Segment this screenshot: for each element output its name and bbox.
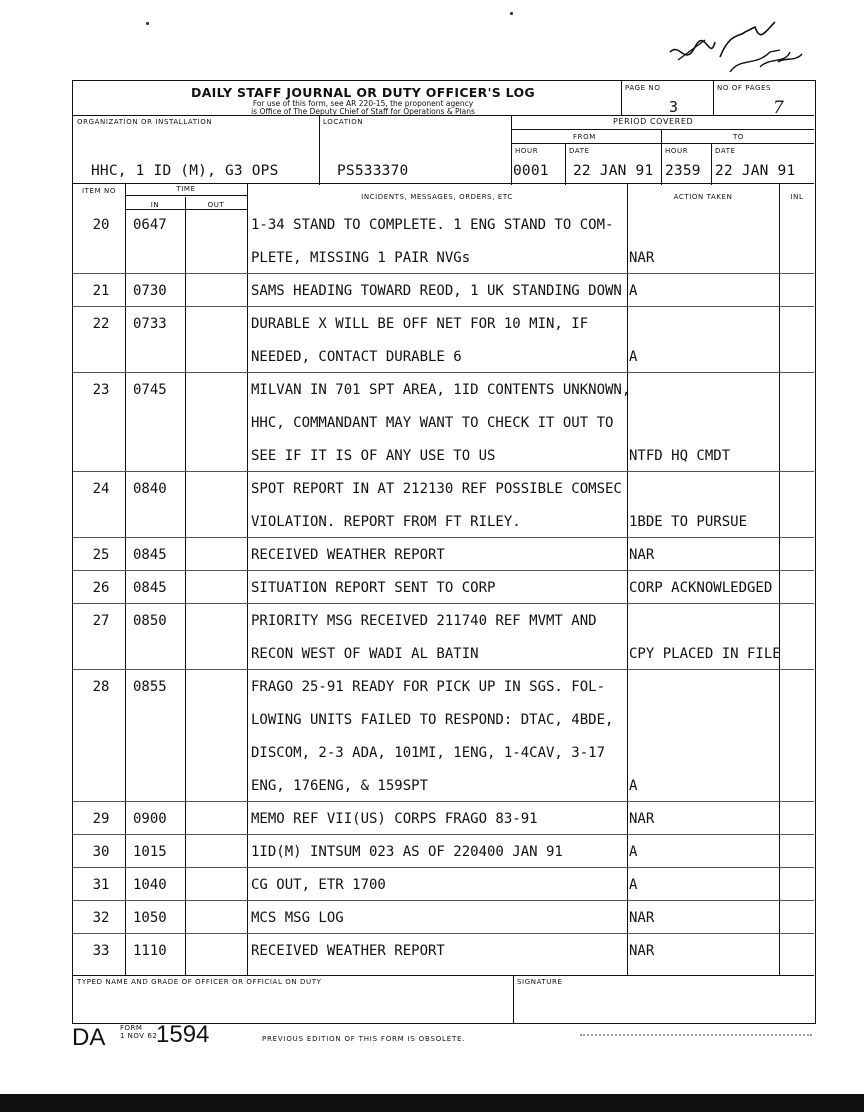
row-separator: [73, 537, 814, 538]
row-item-no: 20: [92, 217, 110, 233]
row-action-taken: NAR: [629, 250, 655, 266]
row-incident-text: MCS MSG LOG: [251, 910, 344, 926]
col-item-no: ITEM NO: [82, 187, 116, 195]
row-separator: [73, 273, 814, 274]
row-action-taken: A: [629, 844, 638, 860]
from-hour-value: 0001: [513, 163, 549, 179]
col-incidents: INCIDENTS, MESSAGES, ORDERS, ETC: [361, 193, 513, 201]
row-action-taken: A: [629, 283, 638, 299]
row-incident-text: NEEDED, CONTACT DURABLE 6: [251, 349, 462, 365]
from-date-value: 22 JAN 91: [573, 163, 654, 179]
row-item-no: 22: [92, 316, 110, 332]
row-item-no: 24: [92, 481, 110, 497]
row-action-taken: NAR: [629, 910, 655, 926]
row-action-taken: NAR: [629, 811, 655, 827]
row-action-taken: A: [629, 349, 638, 365]
col-initials: INL: [790, 193, 804, 201]
row-action-taken: CPY PLACED IN FILE: [629, 646, 781, 662]
row-incident-text: SPOT REPORT IN AT 212130 REF POSSIBLE COMSEC: [251, 481, 622, 497]
row-time-in: 0745: [133, 382, 167, 398]
row-incident-text: FRAGO 25-91 READY FOR PICK UP IN SGS. FOL-: [251, 679, 606, 695]
col-time-in: IN: [150, 201, 160, 209]
row-action-taken: CORP ACKNOWLEDGED: [629, 580, 773, 596]
to-date-label: DATE: [715, 147, 736, 155]
row-time-in: 0845: [133, 580, 167, 596]
row-time-in: 1110: [133, 943, 167, 959]
scan-border: [0, 1094, 864, 1112]
row-action-taken: 1BDE TO PURSUE: [629, 514, 748, 530]
form-label: [120, 1024, 157, 1040]
row-separator: [73, 471, 814, 472]
row-item-no: 30: [92, 844, 110, 860]
row-item-no: 33: [92, 943, 110, 959]
row-separator: [73, 834, 814, 835]
to-hour-label: HOUR: [665, 147, 689, 155]
row-incident-text: RECON WEST OF WADI AL BATIN: [251, 646, 479, 662]
row-time-in: 0647: [133, 217, 167, 233]
form-subtitle-line1: For use of this form, see AR 220-15, the proponent agency: [252, 99, 474, 108]
no-of-pages-label: NO OF PAGES: [717, 84, 772, 92]
row-action-taken: NTFD HQ CMDT: [629, 448, 731, 464]
staff-journal-form: [72, 80, 816, 1024]
row-incident-text: PRIORITY MSG RECEIVED 211740 REF MVMT AND: [251, 613, 597, 629]
row-time-in: 0840: [133, 481, 167, 497]
to-label: TO: [733, 133, 744, 141]
to-date-value: 22 JAN 91: [715, 163, 796, 179]
faint-print: [580, 1034, 812, 1036]
form-subtitle-line2: is Office of The Deputy Chief of Staff for Operations & Plans: [251, 107, 475, 116]
from-label: FROM: [573, 133, 596, 141]
row-item-no: 31: [92, 877, 110, 893]
row-incident-text: RECEIVED WEATHER REPORT: [251, 547, 445, 563]
form-da: DA: [72, 1024, 106, 1051]
row-time-in: 0900: [133, 811, 167, 827]
row-incident-text: 1-34 STAND TO COMPLETE. 1 ENG STAND TO COM-: [251, 217, 614, 233]
row-incident-text: SITUATION REPORT SENT TO CORP: [251, 580, 496, 596]
col-time-out: OUT: [207, 201, 225, 209]
row-separator: [73, 669, 814, 670]
row-incident-text: RECEIVED WEATHER REPORT: [251, 943, 445, 959]
row-incident-text: DURABLE X WILL BE OFF NET FOR 10 MIN, IF: [251, 316, 589, 332]
row-separator: [73, 306, 814, 307]
row-item-no: 26: [92, 580, 110, 596]
form-title: DAILY STAFF JOURNAL OR DUTY OFFICER'S LOG: [191, 85, 535, 100]
row-time-in: 0845: [133, 547, 167, 563]
row-item-no: 32: [92, 910, 110, 926]
row-action-taken: A: [629, 877, 638, 893]
page-no-label: PAGE NO: [625, 84, 661, 92]
col-action: ACTION TAKEN: [673, 193, 733, 201]
scan-speck: [510, 12, 513, 15]
row-time-in: 0730: [133, 283, 167, 299]
row-separator: [73, 900, 814, 901]
location-label: LOCATION: [323, 118, 364, 126]
row-item-no: 27: [92, 613, 110, 629]
row-separator: [73, 603, 814, 604]
row-time-in: 0855: [133, 679, 167, 695]
row-incident-text: MEMO REF VII(US) CORPS FRAGO 83-91: [251, 811, 538, 827]
row-incident-text: SEE IF IT IS OF ANY USE TO US: [251, 448, 496, 464]
officer-label: TYPED NAME AND GRADE OF OFFICER OR OFFICIAL ON DUTY: [77, 978, 322, 986]
row-time-in: 0850: [133, 613, 167, 629]
period-covered-label: PERIOD COVERED: [613, 117, 694, 126]
form-title-block: [113, 85, 613, 116]
location-value: PS533370: [337, 163, 409, 179]
form-number: 1594: [156, 1021, 210, 1048]
row-item-no: 25: [92, 547, 110, 563]
row-incident-text: SAMS HEADING TOWARD REOD, 1 UK STANDING DOWN: [251, 283, 622, 299]
row-time-in: 0733: [133, 316, 167, 332]
row-incident-text: MILVAN IN 701 SPT AREA, 1ID CONTENTS UNKNOWN,: [251, 382, 631, 398]
col-time: TIME: [176, 185, 196, 193]
row-separator: [73, 801, 814, 802]
row-item-no: 29: [92, 811, 110, 827]
row-incident-text: DISCOM, 2-3 ADA, 101MI, 1ENG, 1-4CAV, 3-17: [251, 745, 606, 761]
from-hour-label: HOUR: [515, 147, 539, 155]
row-item-no: 23: [92, 382, 110, 398]
previous-edition-note: PREVIOUS EDITION OF THIS FORM IS OBSOLETE.: [262, 1035, 466, 1043]
row-incident-text: LOWING UNITS FAILED TO RESPOND: DTAC, 4BDE,: [251, 712, 614, 728]
form-label-line1: FORM: [120, 1024, 143, 1032]
row-action-taken: NAR: [629, 943, 655, 959]
row-separator: [73, 867, 814, 868]
org-label: ORGANIZATION OR INSTALLATION: [77, 118, 213, 126]
row-time-in: 1040: [133, 877, 167, 893]
signature-label: SIGNATURE: [517, 978, 563, 986]
row-time-in: 1015: [133, 844, 167, 860]
row-separator: [73, 570, 814, 571]
row-incident-text: PLETE, MISSING 1 PAIR NVGs: [251, 250, 471, 266]
from-date-label: DATE: [569, 147, 590, 155]
row-incident-text: ENG, 176ENG, & 159SPT: [251, 778, 429, 794]
row-time-in: 1050: [133, 910, 167, 926]
page-no-value: 3: [669, 98, 679, 116]
row-incident-text: CG OUT, ETR 1700: [251, 877, 386, 893]
to-hour-value: 2359: [665, 163, 701, 179]
row-incident-text: VIOLATION. REPORT FROM FT RILEY.: [251, 514, 521, 530]
row-action-taken: A: [629, 778, 638, 794]
scan-speck: [146, 22, 149, 25]
row-incident-text: 1ID(M) INTSUM 023 AS OF 220400 JAN 91: [251, 844, 563, 860]
org-value: HHC, 1 ID (M), G3 OPS: [91, 163, 279, 179]
row-incident-text: HHC, COMMANDANT MAY WANT TO CHECK IT OUT TO: [251, 415, 614, 431]
row-separator: [73, 933, 814, 934]
no-of-pages-value: 7: [773, 98, 784, 118]
row-action-taken: NAR: [629, 547, 655, 563]
form-label-line2: 1 NOV 62: [120, 1032, 158, 1040]
row-item-no: 28: [92, 679, 110, 695]
row-separator: [73, 372, 814, 373]
row-item-no: 21: [92, 283, 110, 299]
